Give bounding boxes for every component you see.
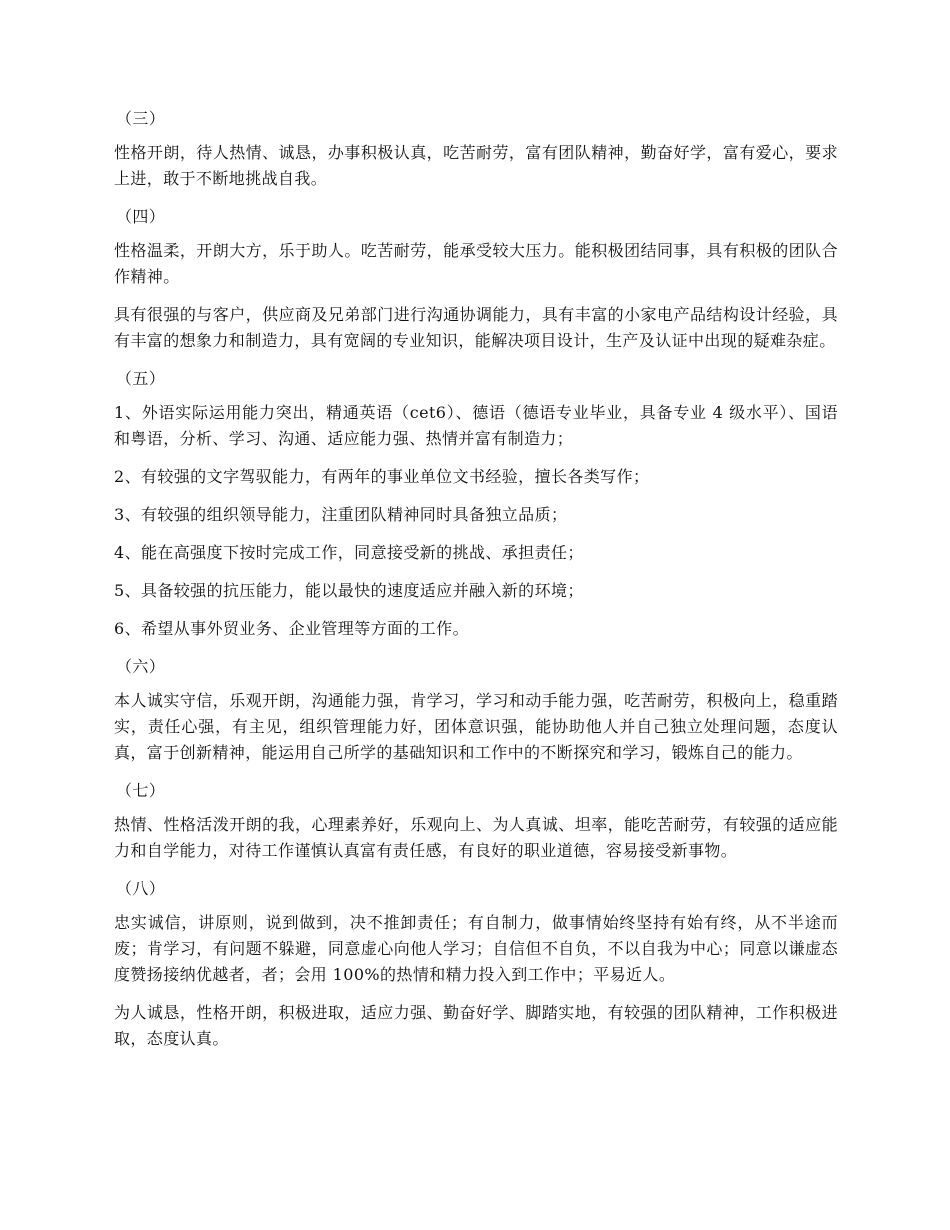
section-heading: （六） — [116, 657, 166, 676]
section-4 — [114, 204, 838, 354]
list-item: 5、具备较强的抗压能力，能以最快的速度适应并融入新的环境； — [114, 581, 584, 600]
section-heading: （八） — [116, 879, 166, 898]
section-heading: （三） — [116, 109, 166, 128]
list-item: 6、希望从事外贸业务、企业管理等方面的工作。 — [114, 619, 469, 638]
paragraph: 为人诚恳，性格开朗，积极进取，适应力强、勤奋好学、脚踏实地，有较强的团队精神，工作积极进取，态度认真。 — [114, 1003, 838, 1048]
paragraph: 忠实诚信，讲原则，说到做到，决不推卸责任；有自制力，做事情始终坚持有始有终，从不半途而废；肯学习，有问题不躲避，同意虚心向他人学习；自信但不自负，不以自我为中心；同意以谦虚态度赞扬接纳优越者，者；会用 100%的热情和精力投入到工作中；平易近人。 — [114, 913, 838, 984]
section-3 — [114, 106, 838, 192]
list-item: 4、能在高强度下按时完成工作，同意接受新的挑战、承担责任； — [114, 543, 584, 562]
document-body — [114, 106, 838, 1064]
paragraph: 具有很强的与客户，供应商及兄弟部门进行沟通协调能力，具有丰富的小家电产品结构设计经验，具有丰富的想象力和制造力，具有宽阔的专业知识，能解决项目设计，生产及认证中出现的疑难杂症。 — [114, 305, 838, 350]
paragraph: 性格开朗，待人热情、诚恳，办事积极认真，吃苦耐劳，富有团队精神，勤奋好学，富有爱心，要求上进，敢于不断地挑战自我。 — [114, 143, 838, 188]
paragraph: 热情、性格活泼开朗的我，心理素养好，乐观向上、为人真诚、坦率，能吃苦耐劳，有较强的适应能力和自学能力，对待工作谨慎认真富有责任感，有良好的职业道德，容易接受新事物。 — [114, 815, 838, 860]
section-heading: （五） — [116, 369, 166, 388]
list-item: 2、有较强的文字驾驭能力，有两年的事业单位文书经验，擅长各类写作； — [114, 467, 650, 486]
section-6 — [114, 654, 838, 766]
section-heading: （七） — [116, 781, 166, 800]
section-heading: （四） — [116, 207, 166, 226]
paragraph: 本人诚实守信，乐观开朗，沟通能力强，肯学习，学习和动手能力强，吃苦耐劳，积极向上，稳重踏实，责任心强，有主见，组织管理能力好，团体意识强，能协助他人并自己独立处理问题，态度认真，富于创新精神，能运用自己所学的基础知识和工作中的不断探究和学习，锻炼自己的能力。 — [114, 691, 838, 762]
paragraph: 性格温柔，开朗大方，乐于助人。吃苦耐劳，能承受较大压力。能积极团结同事，具有积极的团队合作精神。 — [114, 241, 838, 286]
section-7 — [114, 778, 838, 864]
section-5 — [114, 366, 838, 642]
list-item: 3、有较强的组织领导能力，注重团队精神同时具备独立品质； — [114, 505, 568, 524]
list-item: 1、外语实际运用能力突出，精通英语（cet6）、德语（德语专业毕业，具备专业 4 级水平）、国语和粤语，分析、学习、沟通、适应能力强、热情并富有制造力； — [114, 403, 838, 448]
section-8 — [114, 876, 838, 1052]
